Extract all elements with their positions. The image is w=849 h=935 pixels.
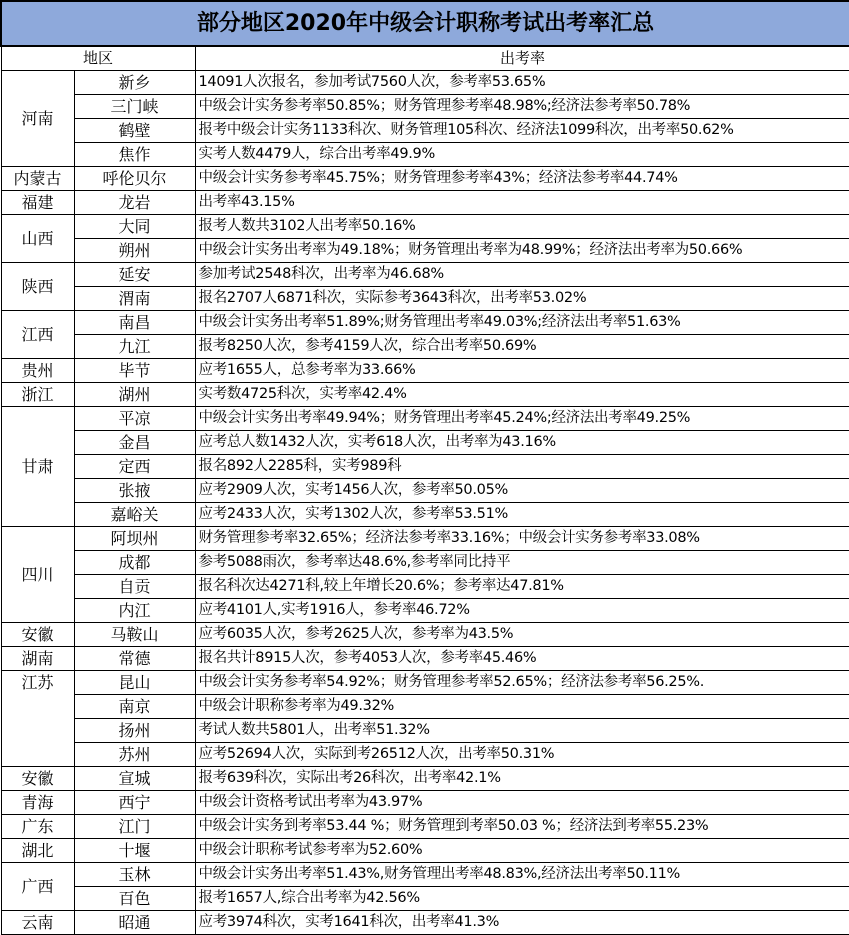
- table-row: [1, 839, 849, 863]
- table-row: [1, 527, 849, 551]
- rate-description-cell: 应考1655人，总参考率为33.66%: [195, 359, 849, 383]
- table-row: [1, 335, 849, 359]
- rate-description-cell: 应考3974科次，实考1641科次，出考率41.3%: [195, 911, 849, 935]
- rate-description-cell: 应考6035人次，参考2625人次，参考率为43.5%: [195, 623, 849, 647]
- rate-description-cell: 实考数4725科次，实考率42.4%: [195, 383, 849, 407]
- city-cell: 大同: [74, 215, 195, 239]
- city-cell: 新乡: [74, 71, 195, 95]
- rate-description-cell: 参加考试2548科次，出考率为46.68%: [195, 263, 849, 287]
- table-row: [1, 287, 849, 311]
- table-row: [1, 743, 849, 767]
- city-cell: 自贡: [74, 575, 195, 599]
- rate-description-cell: 考试人数共5801人，出考率51.32%: [195, 719, 849, 743]
- province-cell: 甘肃: [1, 407, 74, 527]
- table-row: [1, 119, 849, 143]
- city-cell: 张掖: [74, 479, 195, 503]
- table-row: [1, 455, 849, 479]
- city-cell: 阿坝州: [74, 527, 195, 551]
- city-cell: 渭南: [74, 287, 195, 311]
- table-row: [1, 503, 849, 527]
- rate-description-cell: 报名2707人6871科次，实际参考3643科次，出考率53.02%: [195, 287, 849, 311]
- table-row: [1, 815, 849, 839]
- province-cell: 贵州: [1, 359, 74, 383]
- province-cell: 安徽: [1, 767, 74, 791]
- rate-description-cell: 报名892人2285科，实考989科: [195, 455, 849, 479]
- table-row: [1, 431, 849, 455]
- rate-description-cell: 报考639科次，实际出考26科次，出考率42.1%: [195, 767, 849, 791]
- table-row: [1, 911, 849, 935]
- province-cell: 湖南: [1, 647, 74, 671]
- rate-description-cell: 应考52694人次，实际到考26512人次，出考率50.31%: [195, 743, 849, 767]
- city-cell: 西宁: [74, 791, 195, 815]
- city-cell: 苏州: [74, 743, 195, 767]
- city-cell: 金昌: [74, 431, 195, 455]
- table-row: [1, 479, 849, 503]
- city-cell: 平凉: [74, 407, 195, 431]
- city-cell: 三门峡: [74, 95, 195, 119]
- province-cell: 广西: [1, 863, 74, 911]
- city-cell: 扬州: [74, 719, 195, 743]
- province-cell: 福建: [1, 191, 74, 215]
- city-cell: 百色: [74, 887, 195, 911]
- title-row: [1, 1, 849, 46]
- table-row: [1, 791, 849, 815]
- city-cell: 龙岩: [74, 191, 195, 215]
- table-row: [1, 575, 849, 599]
- rate-description-cell: 应考2433人次，实考1302人次，参考率53.51%: [195, 503, 849, 527]
- table-row: [1, 215, 849, 239]
- province-cell: 湖北: [1, 839, 74, 863]
- table-row: [1, 887, 849, 911]
- table-row: [1, 695, 849, 719]
- province-cell: 内蒙古: [1, 167, 74, 191]
- city-cell: 昭通: [74, 911, 195, 935]
- city-cell: 宣城: [74, 767, 195, 791]
- province-cell: 浙江: [1, 383, 74, 407]
- city-cell: 焦作: [74, 143, 195, 167]
- city-cell: 九江: [74, 335, 195, 359]
- rate-description-cell: 报考8250人次，参考4159人次，综合出考率50.69%: [195, 335, 849, 359]
- city-cell: 马鞍山: [74, 623, 195, 647]
- city-cell: 毕节: [74, 359, 195, 383]
- city-cell: 嘉峪关: [74, 503, 195, 527]
- table-row: [1, 767, 849, 791]
- table-row: [1, 863, 849, 887]
- province-cell: 云南: [1, 911, 74, 935]
- rate-description-cell: 应考4101人,实考1916人，参考率46.72%: [195, 599, 849, 623]
- rate-description-cell: 报名共计8915人次，参考4053人次，参考率45.46%: [195, 647, 849, 671]
- header-row: [1, 46, 849, 71]
- table-row: [1, 671, 849, 695]
- rate-description-cell: 财务管理参考率32.65%；经济法参考率33.16%；中级会计实务参考率33.08%: [195, 527, 849, 551]
- rate-description-cell: 报考中级会计实务1133科次、财务管理105科次、经济法1099科次，出考率50.62%: [195, 119, 849, 143]
- city-cell: 朔州: [74, 239, 195, 263]
- table-row: [1, 407, 849, 431]
- rate-description-cell: 中级会计实务出考率51.89%;财务管理出考率49.03%;经济法出考率51.63%: [195, 311, 849, 335]
- province-cell: 安徽: [1, 623, 74, 647]
- table-row: [1, 95, 849, 119]
- table-row: [1, 623, 849, 647]
- city-cell: 江门: [74, 815, 195, 839]
- city-cell: 定西: [74, 455, 195, 479]
- city-cell: 十堰: [74, 839, 195, 863]
- table-row: [1, 599, 849, 623]
- province-cell: 江西: [1, 311, 74, 359]
- rate-description-cell: 报名科次达4271科,较上年增长20.6%；参考率达47.81%: [195, 575, 849, 599]
- city-cell: 内江: [74, 599, 195, 623]
- rate-description-cell: 实考人数4479人，综合出考率49.9%: [195, 143, 849, 167]
- province-cell: 河南: [1, 71, 74, 167]
- table-row: [1, 647, 849, 671]
- table-row: [1, 239, 849, 263]
- rate-description-cell: 中级会计实务到考率53.44 %；财务管理到考率50.03 %；经济法到考率55.23%: [195, 815, 849, 839]
- table-row: [1, 359, 849, 383]
- table-row: [1, 167, 849, 191]
- city-cell: 湖州: [74, 383, 195, 407]
- city-cell: 常德: [74, 647, 195, 671]
- header-region: 地区: [1, 46, 195, 71]
- rate-description-cell: 出考率43.15%: [195, 191, 849, 215]
- province-cell: 青海: [1, 791, 74, 815]
- city-cell: 南京: [74, 695, 195, 719]
- table-row: [1, 311, 849, 335]
- table-row: [1, 143, 849, 167]
- rate-description-cell: 中级会计资格考试出考率为43.97%: [195, 791, 849, 815]
- city-cell: 延安: [74, 263, 195, 287]
- province-cell: 江苏: [1, 671, 74, 767]
- rate-description-cell: 应考总人数1432人次，实考618人次，出考率为43.16%: [195, 431, 849, 455]
- city-cell: 成都: [74, 551, 195, 575]
- rate-description-cell: 中级会计实务参考率45.75%；财务管理参考率43%；经济法参考率44.74%: [195, 167, 849, 191]
- rate-description-cell: 报考1657人,综合出考率为42.56%: [195, 887, 849, 911]
- rate-description-cell: 报考人数共3102人出考率50.16%: [195, 215, 849, 239]
- city-cell: 呼伦贝尔: [74, 167, 195, 191]
- rate-description-cell: 参考5088雨次，参考率达48.6%,参考率同比持平: [195, 551, 849, 575]
- province-cell: 山西: [1, 215, 74, 263]
- province-cell: 陕西: [1, 263, 74, 311]
- table-row: [1, 263, 849, 287]
- city-cell: 鹤壁: [74, 119, 195, 143]
- rate-description-cell: 14091人次报名，参加考试7560人次，参考率53.65%: [195, 71, 849, 95]
- rate-description-cell: 应考2909人次，实考1456人次，参考率50.05%: [195, 479, 849, 503]
- rate-description-cell: 中级会计职称参考率为49.32%: [195, 695, 849, 719]
- rate-description-cell: 中级会计实务参考率54.92%；财务管理参考率52.65%；经济法参考率56.25%.: [195, 671, 849, 695]
- city-cell: 玉林: [74, 863, 195, 887]
- rate-description-cell: 中级会计实务参考率50.85%；财务管理参考率48.98%;经济法参考率50.78%: [195, 95, 849, 119]
- province-cell: 广东: [1, 815, 74, 839]
- rate-description-cell: 中级会计实务出考率49.94%；财务管理出考率45.24%;经济法出考率49.25%: [195, 407, 849, 431]
- rate-description-cell: 中级会计实务出考率为49.18%；财务管理出考率为48.99%；经济法出考率为50.66%: [195, 239, 849, 263]
- table-row: [1, 719, 849, 743]
- table-row: [1, 191, 849, 215]
- header-rate: 出考率: [195, 46, 849, 71]
- table-row: [1, 71, 849, 95]
- city-cell: 昆山: [74, 671, 195, 695]
- province-cell: 四川: [1, 527, 74, 623]
- rate-description-cell: 中级会计职称考试参考率为52.60%: [195, 839, 849, 863]
- rate-description-cell: 中级会计实务出考率51.43%,财务管理出考率48.83%,经济法出考率50.11%: [195, 863, 849, 887]
- city-cell: 南昌: [74, 311, 195, 335]
- table-row: [1, 551, 849, 575]
- table-row: [1, 383, 849, 407]
- table-title: 部分地区2020年中级会计职称考试出考率汇总: [1, 1, 849, 46]
